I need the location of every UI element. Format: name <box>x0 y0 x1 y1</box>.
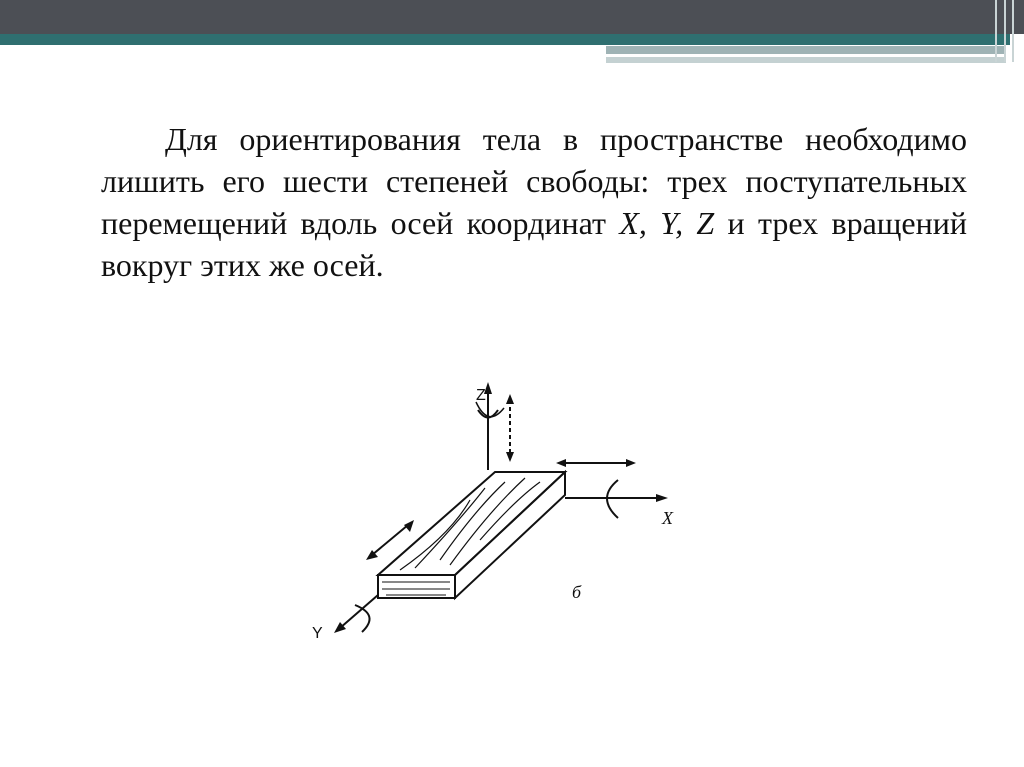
header-bar-gray <box>606 46 1006 54</box>
header-vline <box>995 0 997 62</box>
slide-text <box>101 118 967 286</box>
header-bar-teal <box>0 34 1010 45</box>
axes-text: X, Y, Z <box>619 205 715 241</box>
header-vline <box>1004 0 1006 62</box>
body-paragraph <box>101 118 967 286</box>
axis-x-label: X <box>662 508 673 528</box>
paragraph-text: Для ориентирования тела в пространстве необходимо лишить его шести степеней свободы: трех поступательных перемещений вдоль осей координат <box>101 121 967 241</box>
body-orientation-figure <box>300 370 730 670</box>
header-bar-dark <box>0 0 1024 34</box>
axis-z-label: Z <box>476 387 486 404</box>
header-vline <box>1012 0 1014 62</box>
paragraph-text-end: и трех вращений вокруг этих же осей. <box>101 205 968 283</box>
figure-caption: б <box>572 582 582 602</box>
header-bar-light <box>606 57 1006 63</box>
axis-y-label: Y <box>312 625 323 642</box>
